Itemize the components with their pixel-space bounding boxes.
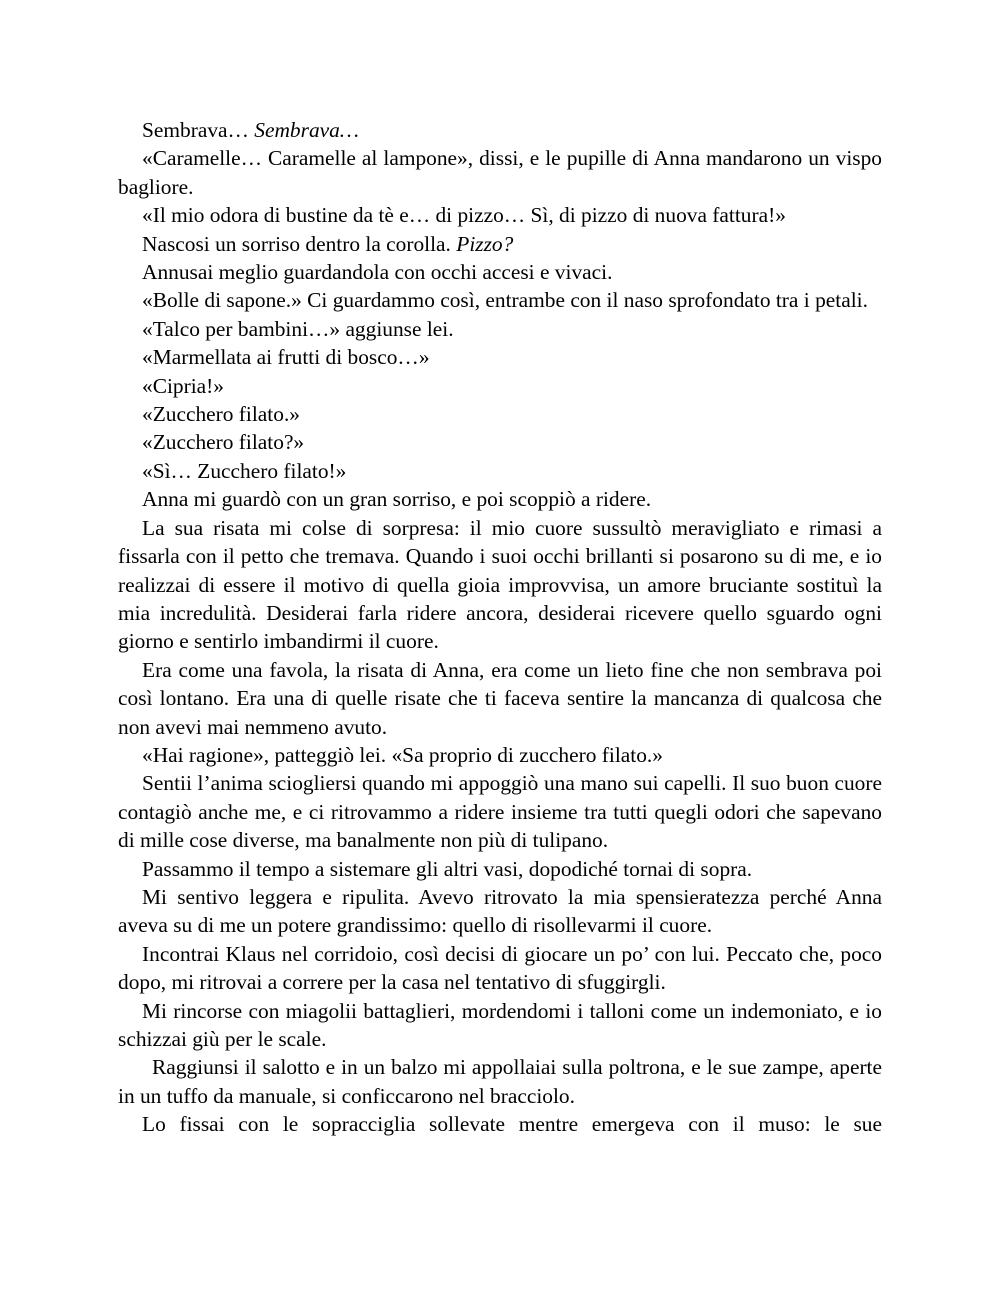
- paragraph: Sentii l’anima sciogliersi quando mi appoggiò una mano sui capelli. Il suo buon cuore contagiò anche me, e ci ritrovammo a ridere insieme tra tutti quegli odori che sapevano di mille cose diverse, ma banalmente non più di tulipano.: [118, 771, 882, 853]
- paragraph: Era come una favola, la risata di Anna, era come un lieto fine che non sembrava poi così lontano. Era una di quelle risate che ti faceva sentire la mancanza di qualcosa che non avevi mai nemmeno avuto.: [118, 657, 882, 739]
- paragraph: «Hai ragione», patteggiò lei. «Sa proprio di zucchero filato.»: [142, 742, 663, 767]
- paragraph: Passammo il tempo a sistemare gli altri vasi, dopodiché tornai di sopra.: [142, 856, 753, 881]
- paragraph: La sua risata mi colse di sorpresa: il mio cuore sussultò meravigliato e rimasi a fissarla con il petto che tremava. Quando i suoi occhi brillanti si posarono su di me, e io realizzai di essere il motivo di quella gioia improvvisa, un amore bruciante sostituì la mia incredulità. Desiderai farla ridere ancora, desiderai ricevere quello sguardo ogni giorno e sentirlo imbandirmi il cuore.: [118, 515, 882, 654]
- paragraph: Mi sentivo leggera e ripulita. Avevo ritrovato la mia spensieratezza perché Anna aveva su di me un potere grandissimo: quello di risollevarmi il cuore.: [118, 884, 882, 938]
- paragraph: Anna mi guardò con un gran sorriso, e poi scoppiò a ridere.: [142, 487, 652, 512]
- document-page: [118, 116, 882, 1139]
- paragraph: Mi rincorse con miagolii battaglieri, mordendomi i talloni come un indemoniato, e io schizzai giù per le scale.: [118, 998, 882, 1051]
- paragraph: «Talco per bambini…» aggiunse lei.: [142, 316, 454, 341]
- paragraph: Lo fissai con le sopracciglia sollevate mentre emergeva con il muso: le sue: [142, 1112, 882, 1137]
- paragraph: Raggiunsi il salotto e in un balzo mi appollaiai sulla poltrona, e le sue zampe, aperte in un tuffo da manuale, si conficcarono nel bracciolo.: [118, 1055, 882, 1108]
- paragraph: «Bolle di sapone.» Ci guardammo così, entrambe con il naso sprofondato tra i petali.: [142, 288, 868, 313]
- paragraph: «Sì… Zucchero filato!»: [142, 458, 347, 483]
- paragraph: «Cipria!»: [142, 373, 224, 398]
- paragraph: «Zucchero filato.»: [142, 402, 300, 427]
- paragraph: «Zucchero filato?»: [142, 430, 305, 455]
- paragraph: Annusai meglio guardandola con occhi accesi e vivaci.: [142, 260, 613, 285]
- paragraph: Incontrai Klaus nel corridoio, così decisi di giocare un po’ con lui. Peccato che, poco dopo, mi ritrovai a correre per la casa nel tentativo di sfuggirgli.: [118, 941, 882, 995]
- paragraph: Nascosi un sorriso dentro la corolla. Pizzo?: [142, 231, 514, 256]
- paragraph: Sembrava… Sembrava…: [142, 118, 359, 142]
- paragraph: «Il mio odora di bustine da tè e… di pizzo… Sì, di pizzo di nuova fattura!»: [142, 203, 786, 228]
- paragraph: «Marmellata ai frutti di bosco…»: [142, 345, 430, 370]
- paragraph: «Caramelle… Caramelle al lampone», dissi, e le pupille di Anna mandarono un vispo bagliore.: [118, 146, 882, 199]
